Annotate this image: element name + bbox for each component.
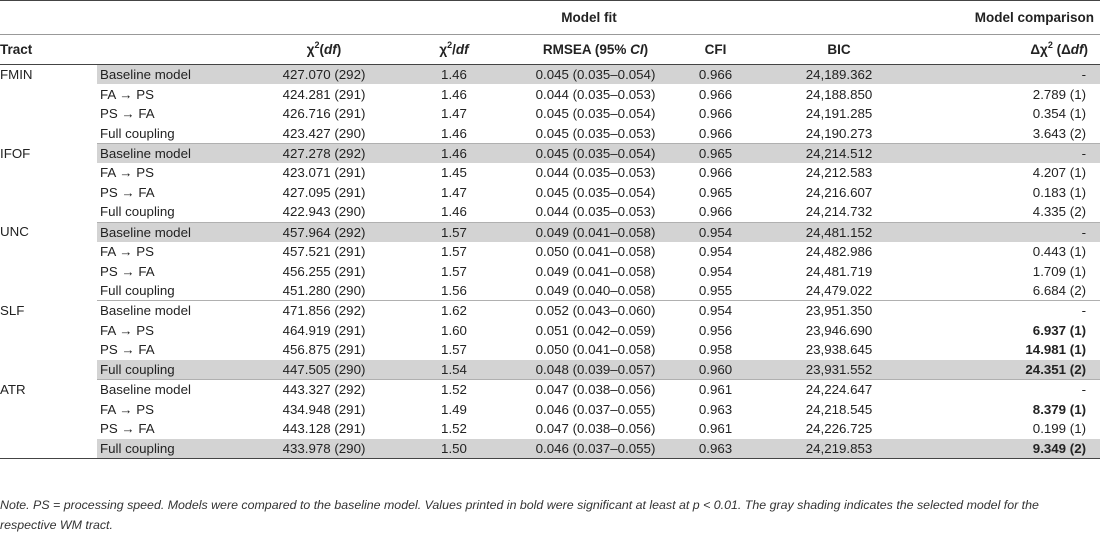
cell-chi2: 457.521 (291) xyxy=(282,244,366,260)
cell-rmsea: 0.047 (0.038–0.056) xyxy=(514,380,677,400)
cell-bic: 24,191.285 xyxy=(805,106,873,122)
cell-chi2: 422.943 (290) xyxy=(282,204,366,220)
cell-tract xyxy=(0,163,97,183)
cell-bic: 24,224.647 xyxy=(754,380,924,400)
table-row xyxy=(0,281,1100,301)
cell-cfi: 0.966 xyxy=(698,165,733,181)
header-delta-symbol: Δχ xyxy=(1030,42,1048,57)
cell-chi2: 456.875 (291) xyxy=(282,342,366,358)
cell-tract: IFOF xyxy=(0,145,31,161)
cell-tract xyxy=(0,340,97,360)
cell-delta-chi2: 4.335 (2) xyxy=(1032,204,1087,220)
cell-chi2df: 1.46 xyxy=(394,143,514,163)
cell-rmsea: 0.045 (0.035–0.054) xyxy=(514,143,677,163)
cell-model: Full coupling xyxy=(100,283,175,299)
cell-bic: 24,481.719 xyxy=(805,263,873,279)
cell-delta-chi2: - xyxy=(924,143,1100,163)
cell-chi2: 443.128 (291) xyxy=(282,421,366,437)
header-chi2-df: df xyxy=(324,42,337,57)
header-cfi: CFI xyxy=(677,35,754,65)
cell-chi2: 443.327 (292) xyxy=(254,380,394,400)
cell-chi2: 464.919 (291) xyxy=(282,322,366,338)
header-delta-close: ) xyxy=(1083,42,1089,57)
header-group-row xyxy=(0,1,1100,35)
cell-tract xyxy=(0,399,97,419)
cell-cfi: 0.958 xyxy=(698,342,733,358)
table-row xyxy=(0,104,1100,124)
cell-delta-chi2: 0.183 (1) xyxy=(1032,184,1087,200)
cell-model: Full coupling xyxy=(100,204,175,220)
cell-chi2df: 1.57 xyxy=(441,342,467,358)
cell-tract xyxy=(0,419,97,439)
cell-tract: UNC xyxy=(0,224,29,240)
table-row xyxy=(0,360,1100,380)
table-row xyxy=(0,242,1100,262)
cell-cfi: 0.966 xyxy=(698,106,733,122)
table-row xyxy=(0,261,1100,281)
cell-chi2df: 1.52 xyxy=(394,380,514,400)
cell-chi2df: 1.46 xyxy=(441,86,467,102)
cell-chi2: 456.255 (291) xyxy=(282,263,366,279)
cell-chi2df: 1.57 xyxy=(441,244,467,260)
cell-cfi: 0.961 xyxy=(698,421,733,437)
cell-chi2: 427.095 (291) xyxy=(282,184,366,200)
cell-chi2df: 1.47 xyxy=(441,184,467,200)
cell-model: Baseline model xyxy=(97,222,254,242)
cell-rmsea: 0.045 (0.035–0.053) xyxy=(535,125,656,141)
cell-model: FA → PS xyxy=(100,244,154,260)
cell-tract: ATR xyxy=(0,381,26,397)
cell-bic: 24,188.850 xyxy=(805,86,873,102)
table-row xyxy=(0,222,1100,242)
cell-rmsea: 0.052 (0.043–0.060) xyxy=(514,301,677,321)
cell-model: PS → FA xyxy=(100,342,155,358)
cell-bic: 24,481.152 xyxy=(754,222,924,242)
cell-bic: 24,482.986 xyxy=(805,244,873,260)
cell-chi2df: 1.46 xyxy=(441,125,467,141)
table-row xyxy=(0,320,1100,340)
cell-cfi: 0.956 xyxy=(698,322,733,338)
header-delta-df: df xyxy=(1070,42,1084,57)
cell-chi2: 457.964 (292) xyxy=(254,222,394,242)
cell-delta-chi2: 0.443 (1) xyxy=(1032,244,1087,260)
table-row xyxy=(0,65,1100,85)
cell-rmsea: 0.045 (0.035–0.054) xyxy=(535,184,656,200)
table-row xyxy=(0,380,1100,400)
cell-chi2: 426.716 (291) xyxy=(282,106,366,122)
cell-bic: 24,190.273 xyxy=(805,125,873,141)
cell-cfi: 0.954 xyxy=(677,301,754,321)
cell-cfi: 0.955 xyxy=(698,283,733,299)
header-rmsea-close: ) xyxy=(643,42,649,57)
cell-rmsea: 0.046 (0.037–0.055) xyxy=(535,401,656,417)
cell-rmsea: 0.044 (0.035–0.053) xyxy=(535,204,656,220)
cell-chi2df: 1.45 xyxy=(441,165,467,181)
cell-chi2: 427.070 (292) xyxy=(254,65,394,85)
table-row xyxy=(0,340,1100,360)
header-rmsea xyxy=(514,35,677,65)
cell-delta-chi2: 4.207 (1) xyxy=(1032,165,1087,181)
header-delta-chi2 xyxy=(924,35,1100,65)
header-chi2-symbol: χ xyxy=(306,42,315,57)
cell-model: PS → FA xyxy=(100,263,155,279)
table-row xyxy=(0,124,1100,144)
table-row xyxy=(0,183,1100,203)
cell-chi2df: 1.46 xyxy=(441,204,467,220)
cell-chi2df: 1.54 xyxy=(394,360,514,380)
cell-chi2df: 1.60 xyxy=(441,322,467,338)
header-empty-cell xyxy=(97,1,254,35)
cell-model: Baseline model xyxy=(97,143,254,163)
cell-cfi: 0.963 xyxy=(677,439,754,459)
cell-delta-chi2: - xyxy=(924,380,1100,400)
cell-cfi: 0.966 xyxy=(698,125,733,141)
table-row xyxy=(0,84,1100,104)
cell-model: PS → FA xyxy=(100,106,155,122)
cell-delta-chi2: 24.351 (2) xyxy=(924,360,1100,380)
cell-bic: 23,946.690 xyxy=(805,322,873,338)
cell-delta-chi2: 1.709 (1) xyxy=(1032,263,1087,279)
cell-chi2df: 1.56 xyxy=(441,283,467,299)
cell-rmsea: 0.045 (0.035–0.054) xyxy=(514,65,677,85)
cell-cfi: 0.966 xyxy=(698,86,733,102)
header-chi2df-df: df xyxy=(455,42,469,57)
cell-chi2df: 1.57 xyxy=(394,222,514,242)
table-row xyxy=(0,202,1100,222)
cell-rmsea: 0.045 (0.035–0.054) xyxy=(535,106,656,122)
table-row xyxy=(0,163,1100,183)
cell-chi2: 433.978 (290) xyxy=(254,439,394,459)
cell-chi2df: 1.50 xyxy=(394,439,514,459)
cell-chi2: 451.280 (290) xyxy=(282,283,366,299)
cell-rmsea: 0.044 (0.035–0.053) xyxy=(535,165,656,181)
header-chi2-sup: 2 xyxy=(314,40,320,50)
cell-cfi: 0.954 xyxy=(698,244,733,260)
cell-bic: 24,189.362 xyxy=(754,65,924,85)
cell-delta-chi2: 2.789 (1) xyxy=(1032,86,1087,102)
cell-delta-chi2: 14.981 (1) xyxy=(1025,342,1087,358)
cell-rmsea: 0.049 (0.041–0.058) xyxy=(535,263,656,279)
cell-delta-chi2: 6.937 (1) xyxy=(1032,322,1087,338)
cell-model: PS → FA xyxy=(100,184,155,200)
header-rmsea-ci: CI xyxy=(630,42,644,57)
cell-model: FA → PS xyxy=(100,86,154,102)
cell-delta-chi2: 0.199 (1) xyxy=(1032,421,1087,437)
cell-model: Full coupling xyxy=(97,439,254,459)
header-tract: Tract xyxy=(0,35,97,65)
cell-chi2: 423.071 (291) xyxy=(282,165,366,181)
cell-tract xyxy=(0,202,97,222)
cell-bic: 24,219.853 xyxy=(754,439,924,459)
cell-model: Baseline model xyxy=(97,65,254,85)
table-row xyxy=(0,143,1100,163)
cell-bic: 24,214.732 xyxy=(805,204,873,220)
cell-bic: 24,479.022 xyxy=(805,283,873,299)
cell-rmsea: 0.050 (0.041–0.058) xyxy=(535,342,656,358)
cell-bic: 24,212.583 xyxy=(805,165,873,181)
cell-cfi: 0.966 xyxy=(677,65,754,85)
cell-chi2: 427.278 (292) xyxy=(254,143,394,163)
cell-rmsea: 0.050 (0.041–0.058) xyxy=(535,244,656,260)
table-row xyxy=(0,439,1100,459)
cell-chi2: 434.948 (291) xyxy=(282,401,366,417)
cell-cfi: 0.965 xyxy=(698,184,733,200)
cell-tract xyxy=(0,84,97,104)
header-chi2df-slash: / xyxy=(452,42,456,57)
cell-rmsea: 0.046 (0.037–0.055) xyxy=(514,439,677,459)
cell-tract xyxy=(0,360,97,380)
header-chi2df-sup: 2 xyxy=(447,40,453,50)
cell-bic: 24,214.512 xyxy=(754,143,924,163)
header-delta-open: (Δ xyxy=(1052,42,1071,57)
cell-chi2df: 1.46 xyxy=(394,65,514,85)
cell-cfi: 0.954 xyxy=(677,222,754,242)
cell-cfi: 0.966 xyxy=(698,204,733,220)
header-model-empty xyxy=(97,35,254,65)
cell-tract: FMIN xyxy=(0,67,33,83)
cell-model: PS → FA xyxy=(100,421,155,437)
header-chi2df-symbol: χ xyxy=(439,42,448,57)
table-note: Note. PS = processing speed. Models were compared to the baseline model. Values printed in bold were significant at least at p < 0.01. The gray shading indicates the selected model for the respective WM tract. xyxy=(0,498,1039,532)
cell-tract xyxy=(0,124,97,144)
cell-rmsea: 0.049 (0.041–0.058) xyxy=(514,222,677,242)
header-column-row xyxy=(0,35,1100,65)
cell-model: Baseline model xyxy=(97,380,254,400)
cell-chi2df: 1.47 xyxy=(441,106,467,122)
cell-model: FA → PS xyxy=(100,401,154,417)
cell-tract xyxy=(0,242,97,262)
cell-cfi: 0.960 xyxy=(677,360,754,380)
cell-rmsea: 0.044 (0.035–0.053) xyxy=(535,86,656,102)
table-row xyxy=(0,399,1100,419)
cell-chi2df: 1.57 xyxy=(441,263,467,279)
cell-bic: 24,218.545 xyxy=(805,401,873,417)
cell-tract xyxy=(0,183,97,203)
cell-chi2df: 1.49 xyxy=(441,401,467,417)
header-bic: BIC xyxy=(754,35,924,65)
cell-cfi: 0.963 xyxy=(698,401,733,417)
table-row xyxy=(0,419,1100,439)
cell-tract xyxy=(0,104,97,124)
cell-tract: SLF xyxy=(0,303,25,319)
cell-delta-chi2: - xyxy=(924,301,1100,321)
cell-cfi: 0.954 xyxy=(698,263,733,279)
header-rmsea-label: RMSEA (95% xyxy=(542,42,631,57)
cell-delta-chi2: 9.349 (2) xyxy=(924,439,1100,459)
cell-model: FA → PS xyxy=(100,165,154,181)
cell-bic: 23,931.552 xyxy=(754,360,924,380)
cell-rmsea: 0.051 (0.042–0.059) xyxy=(535,322,656,338)
header-empty-cell xyxy=(0,1,97,35)
cell-delta-chi2: - xyxy=(924,65,1100,85)
cell-chi2: 423.427 (290) xyxy=(282,125,366,141)
header-model-comparison: Model comparison xyxy=(924,1,1100,35)
cell-rmsea: 0.049 (0.040–0.058) xyxy=(535,283,656,299)
cell-model: FA → PS xyxy=(100,322,154,338)
cell-tract xyxy=(0,281,97,301)
cell-model: Full coupling xyxy=(97,360,254,380)
cell-delta-chi2: 0.354 (1) xyxy=(1032,106,1087,122)
cell-bic: 24,216.607 xyxy=(805,184,873,200)
header-chi2: $\chi^2(df)$ xyxy=(254,35,394,65)
cell-rmsea: 0.047 (0.038–0.056) xyxy=(535,421,656,437)
cell-chi2: 447.505 (290) xyxy=(254,360,394,380)
cell-model: Full coupling xyxy=(100,125,175,141)
cell-model: Baseline model xyxy=(97,301,254,321)
table-body xyxy=(0,65,1100,459)
cell-delta-chi2: 6.684 (2) xyxy=(1032,283,1087,299)
cell-tract xyxy=(0,320,97,340)
cell-delta-chi2: 8.379 (1) xyxy=(1032,401,1087,417)
cell-chi2: 471.856 (292) xyxy=(254,301,394,321)
cell-delta-chi2: - xyxy=(924,222,1100,242)
cell-chi2df: 1.62 xyxy=(394,301,514,321)
cell-chi2: 424.281 (291) xyxy=(282,86,366,102)
cell-delta-chi2: 3.643 (2) xyxy=(1032,125,1087,141)
cell-rmsea: 0.048 (0.039–0.057) xyxy=(514,360,677,380)
cell-cfi: 0.965 xyxy=(677,143,754,163)
cell-bic: 23,951.350 xyxy=(754,301,924,321)
header-delta-sup: 2 xyxy=(1047,40,1053,50)
header-chi2-ratio xyxy=(394,35,514,65)
cell-cfi: 0.961 xyxy=(677,380,754,400)
cell-bic: 24,226.725 xyxy=(805,421,873,437)
table-row xyxy=(0,301,1100,321)
cell-bic: 23,938.645 xyxy=(805,342,873,358)
header-model-fit: Model fit xyxy=(254,1,924,35)
cell-tract xyxy=(0,261,97,281)
cell-chi2df: 1.52 xyxy=(441,421,467,437)
cell-tract xyxy=(0,439,97,459)
